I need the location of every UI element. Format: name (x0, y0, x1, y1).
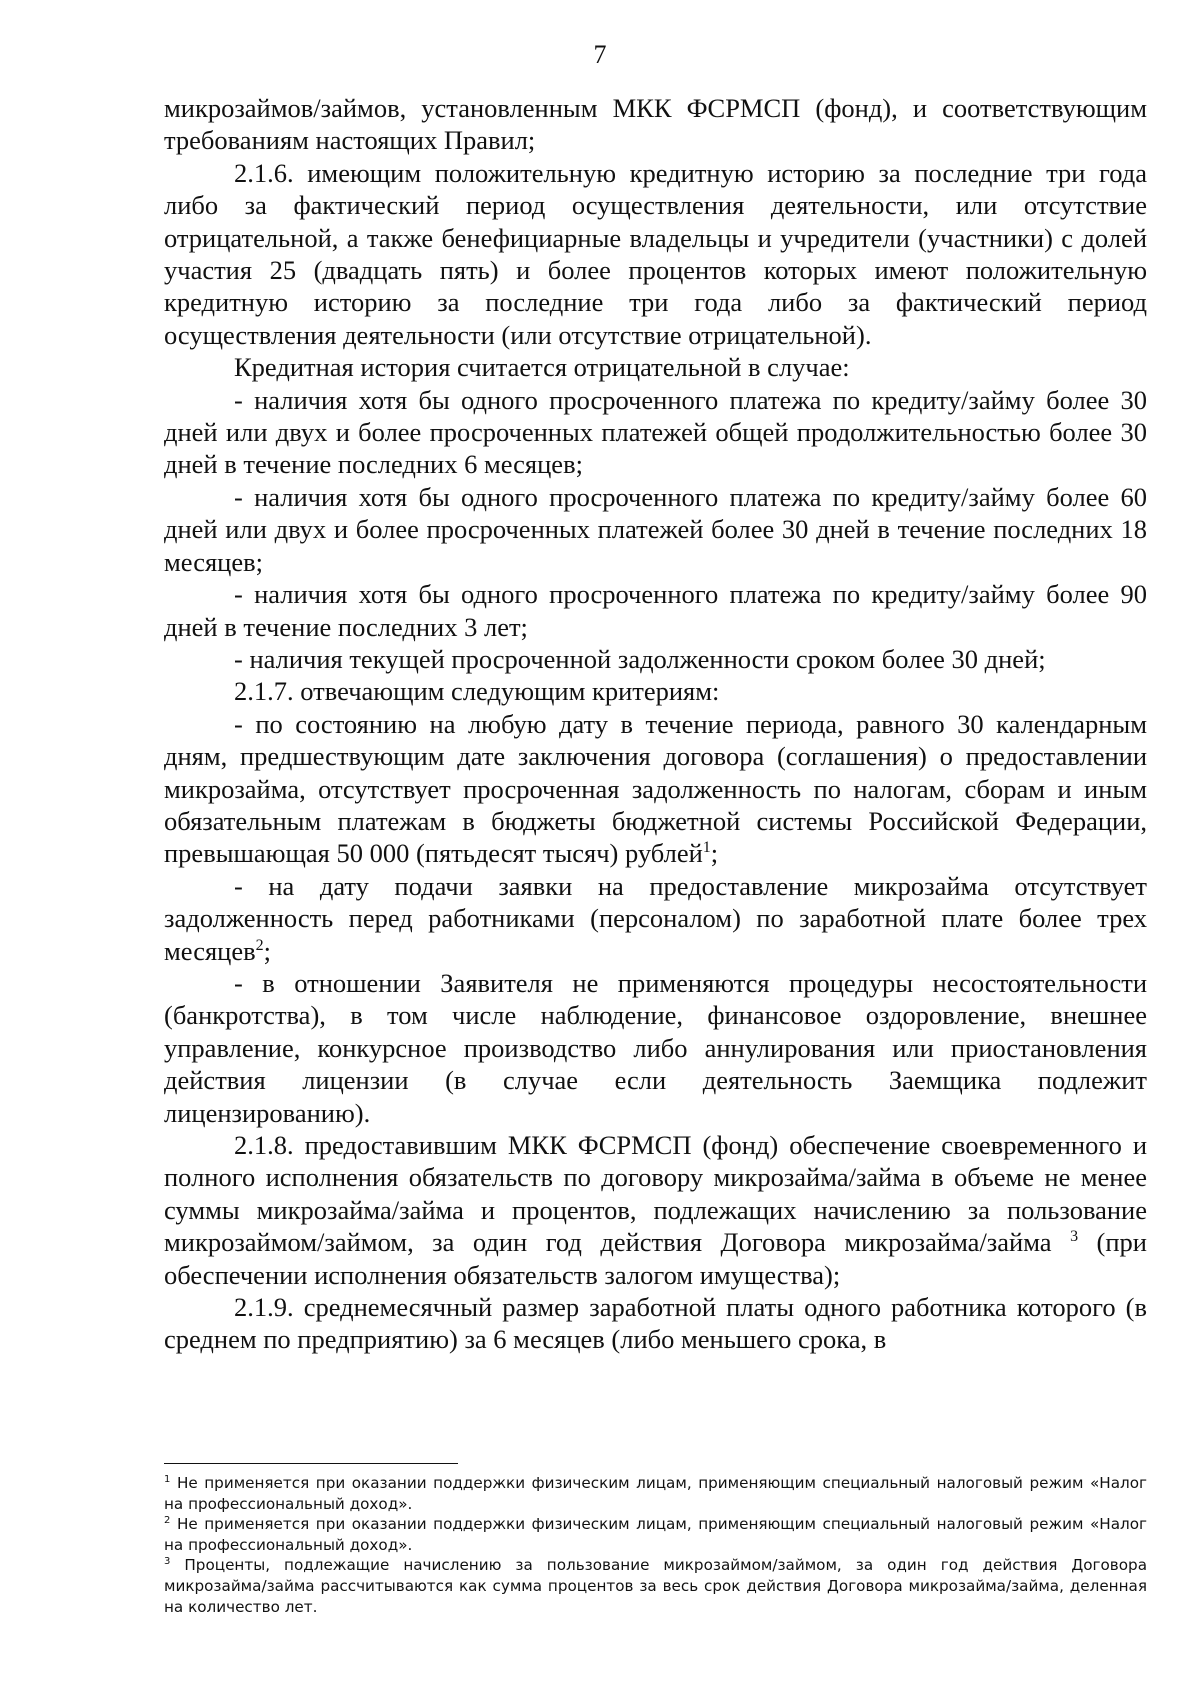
clause-2-1-6: 2.1.6. имеющим положительную кредитную историю за последние три года либо за фактический период осуществления деятельности, или отсутствие отрицательной, а также бенефициарные владельцы и учредители (участники) с долей участия 25 (двадцать пять) и более процентов которых имеют положительную кредитную историю за последние три года либо за фактический период осуществления деятельности (или отсутствие отрицательной). (164, 157, 1147, 350)
credit-history-heading: Кредитная история считается отрицательной в случае: (234, 352, 850, 383)
footnote-separator (164, 1463, 458, 1464)
criteria-item-1-end: ; (710, 838, 719, 869)
footnote-1-text: Не применяется при оказании поддержки физическим лицам, применяющим специальный налоговый режим «Налог на профессиональный доход». (164, 1474, 1148, 1513)
criteria-item-1-text: - по состоянию на любую дату в течение периода, равного 30 календарным дням, предшествующим дате заключения договора (соглашения) о предоставлении микрозайма, отсутствует просроченная задолженность по налогам, сборам и иным обязательным платежам в бюджеты бюджетной системы Российской Федерации, превышающая 50 000 (пятьдесят тысяч) рублей (164, 708, 1147, 869)
footnote-ref-1: 1 (702, 839, 711, 857)
credit-history-item-1: - наличия хотя бы одного просроченного платежа по кредиту/займу более 30 дней или двух и более просроченных платежей общей продолжительностью более 30 дней в течение последних 6 месяцев; (164, 384, 1147, 480)
criteria-item-1 (164, 708, 1147, 870)
footnote-ref-3: 3 (1070, 1228, 1079, 1246)
footnote-3-number: 3 (164, 1556, 171, 1568)
footnote-1 (164, 1473, 1147, 1514)
clause-2-1-8-text-a: 2.1.8. предоставившим МКК ФСРМСП (фонд) обеспечение своевременного и полного исполнения обязательств по договору микрозайма/займа в объеме не менее суммы микрозайма/займа и процентов, подлежащих начислению за пользование микрозаймом/займом, за один год действия Договора микрозайма/займа (164, 1130, 1147, 1258)
footnotes (164, 1473, 1147, 1617)
footnote-2 (164, 1514, 1147, 1555)
footnote-2-text: Не применяется при оказании поддержки физическим лицам, применяющим специальный налоговый режим «Налог на профессиональный доход». (164, 1515, 1148, 1554)
footnote-3 (164, 1555, 1147, 1617)
credit-history-item-4: - наличия текущей просроченной задолженности сроком более 30 дней; (234, 643, 1046, 674)
footnote-ref-2: 2 (255, 936, 264, 954)
credit-history-item-3: - наличия хотя бы одного просроченного платежа по кредиту/займу более 90 дней в течение последних 3 лет; (164, 579, 1147, 642)
clause-2-1-8-text-b: (при обеспечении исполнения обязательств залогом имущества); (164, 1227, 1147, 1290)
clause-2-1-7: 2.1.7. отвечающим следующим критериям: (234, 676, 720, 707)
footnote-1-number: 1 (164, 1473, 171, 1485)
clause-2-1-9: 2.1.9. среднемесячный размер заработной платы одного работника которого (в среднем по предприятию) за 6 месяцев (либо меньшего срока, в (164, 1292, 1147, 1355)
credit-history-item-2: - наличия хотя бы одного просроченного платежа по кредиту/займу более 60 дней или двух и более просроченных платежей более 30 дней в течение последних 18 месяцев; (164, 481, 1147, 577)
paragraph-continuation: микрозаймов/займов, установленным МКК ФСРМСП (фонд), и соответствующим требованиям настоящих Правил; (164, 93, 1147, 156)
page-number: 7 (593, 40, 607, 69)
body-text (164, 92, 1147, 1356)
criteria-item-3: - в отношении Заявителя не применяются процедуры несостоятельности (банкротства), в том числе наблюдение, финансовое оздоровление, внешнее управление, конкурсное производство либо аннулирования или приостановления действия лицензии (в случае если деятельность Заемщика подлежит лицензированию). (164, 967, 1147, 1128)
criteria-item-2-text: - на дату подачи заявки на предоставление микрозайма отсутствует задолженность перед работниками (персоналом) по заработной плате более трех месяцев (164, 870, 1147, 966)
clause-2-1-8 (164, 1129, 1147, 1291)
footnote-2-number: 2 (164, 1515, 171, 1527)
footnote-3-text: Проценты, подлежащие начислению за пользование микрозаймом/займом, за один год действия Договора микрозайма/займа рассчитываются как сумма процентов за весь срок действия Договора микрозайма/займа, деленная на количество лет. (164, 1556, 1147, 1616)
criteria-item-2 (164, 870, 1147, 967)
criteria-item-2-end: ; (263, 935, 271, 966)
